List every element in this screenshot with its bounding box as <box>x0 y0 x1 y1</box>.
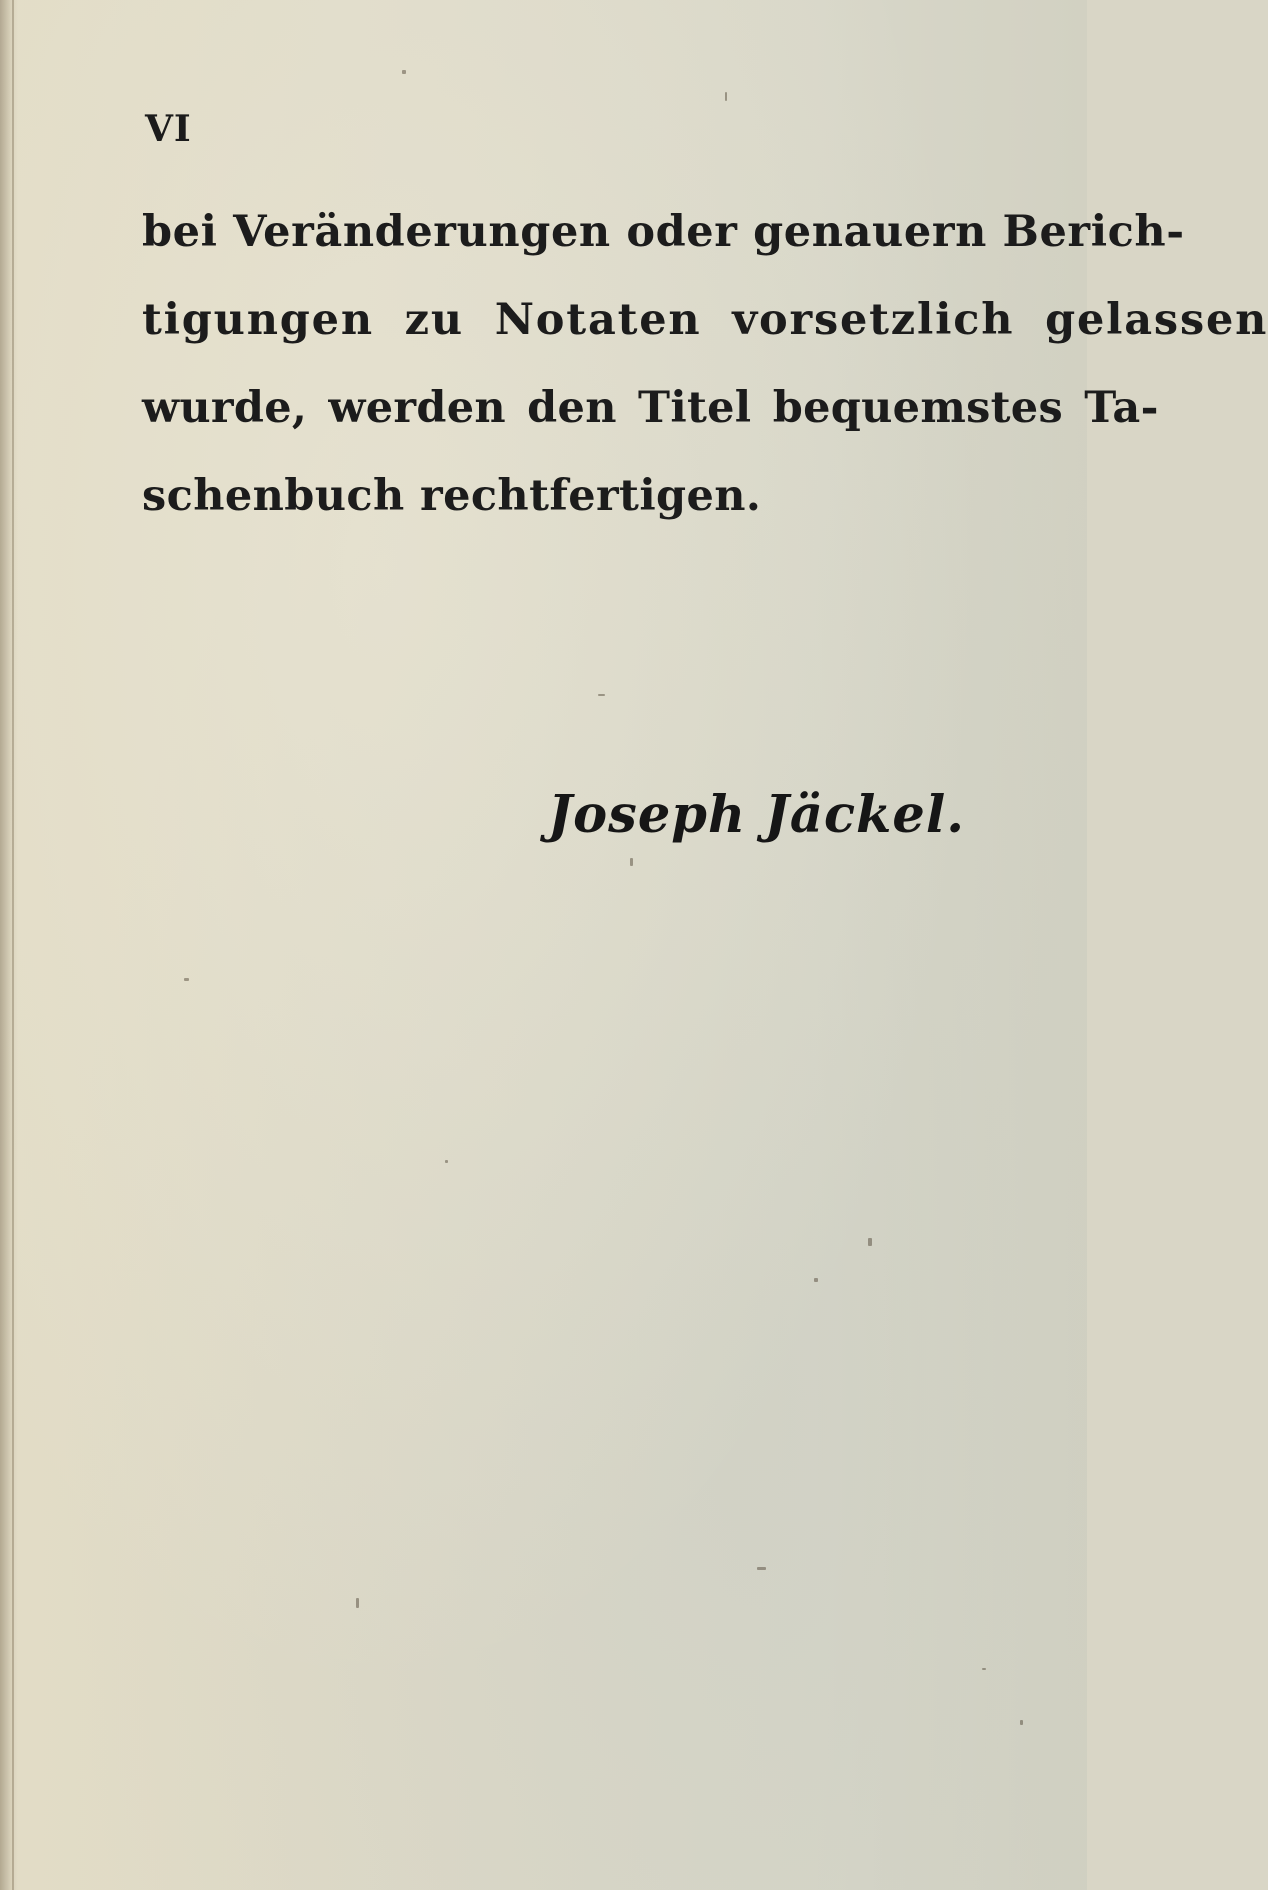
paper-speck <box>1020 1720 1023 1725</box>
body-paragraph <box>142 188 1268 540</box>
paper-speck <box>402 70 406 74</box>
spine-shadow <box>0 0 18 1890</box>
page-number: VI <box>145 108 192 150</box>
text-line: tigungen zu Notaten vorsetzlich gelassen <box>142 295 1268 345</box>
paper-speck <box>725 92 727 101</box>
paper-speck <box>630 858 633 866</box>
paper-speck <box>356 1598 359 1608</box>
text-line: wurde, werden den Titel bequemstes Ta- <box>142 383 1159 433</box>
paper-speck <box>868 1238 872 1246</box>
paper-speck <box>982 1668 986 1670</box>
paper-speck <box>814 1278 818 1282</box>
text-line: bei Veränderungen oder genauern Berich- <box>142 207 1185 257</box>
paper-speck <box>757 1567 766 1570</box>
author-signature: Joseph Jäckel. <box>548 785 965 845</box>
paper-speck <box>445 1160 448 1163</box>
paper-speck <box>598 694 605 696</box>
paper-speck <box>184 978 189 981</box>
text-line: schenbuch rechtfertigen. <box>142 471 762 521</box>
spine-edge <box>12 0 14 1890</box>
